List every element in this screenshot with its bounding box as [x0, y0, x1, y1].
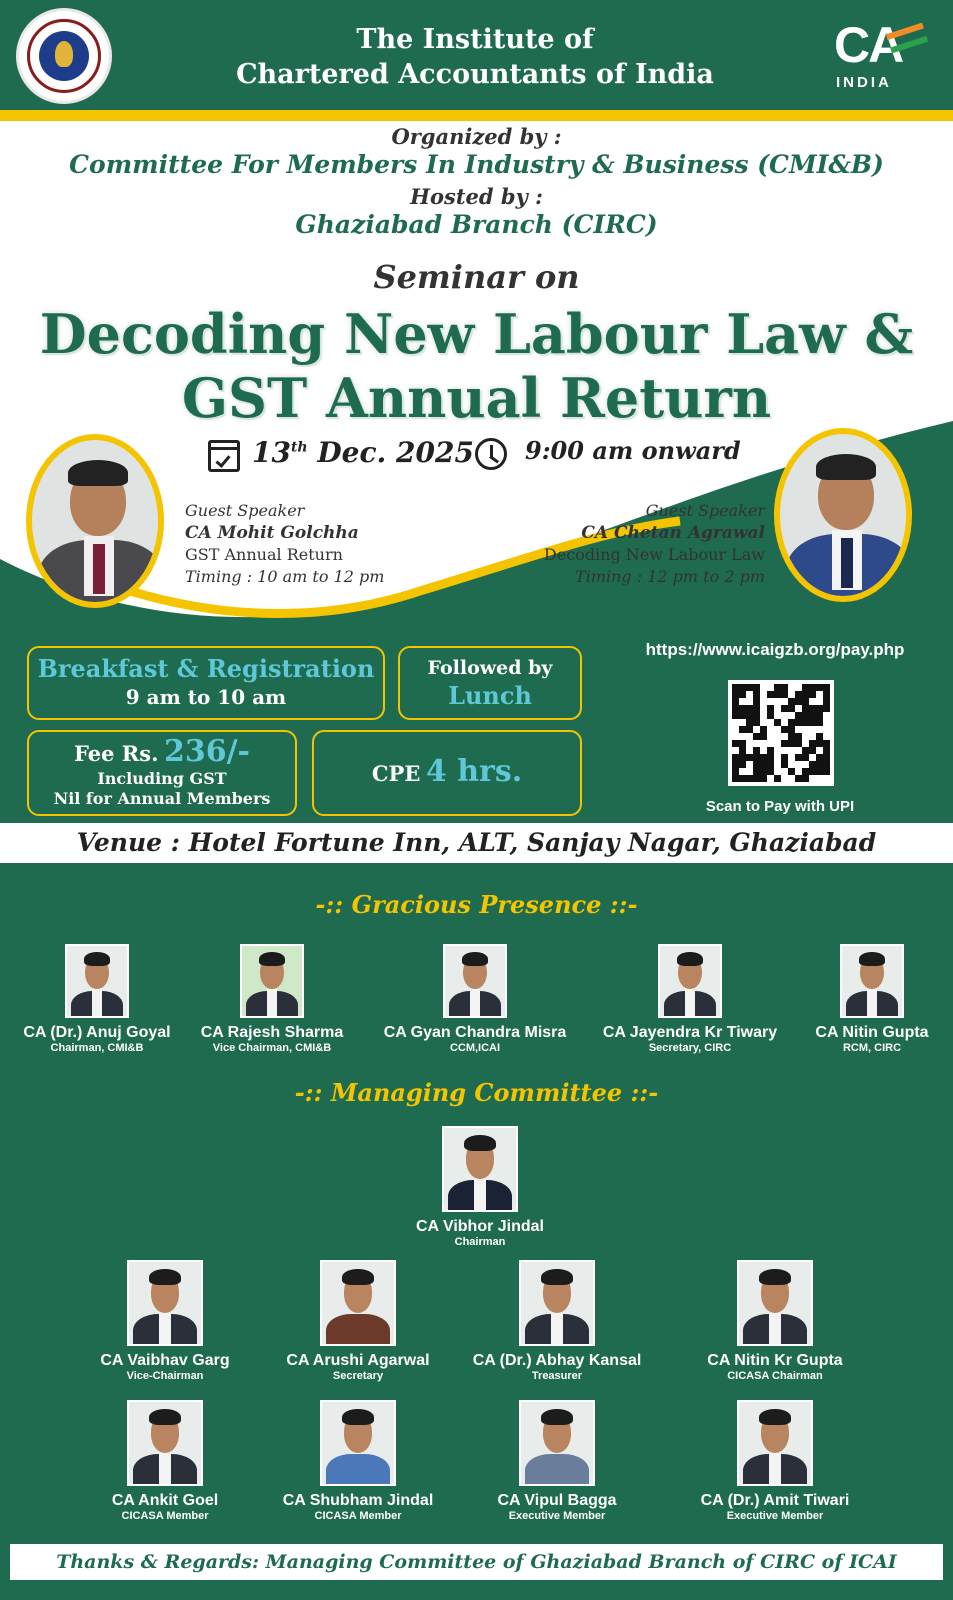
- seminar-title-line1: Decoding New Labour Law &: [39, 302, 914, 366]
- person-photo: [320, 1260, 396, 1346]
- person-role: Secretary, CIRC: [648, 1042, 732, 1054]
- speaker-topic: GST Annual Return: [185, 545, 343, 564]
- person-card: [675, 1400, 875, 1522]
- fee-nil-note: Nil for Annual Members: [53, 789, 271, 808]
- person-name: CA (Dr.) Abhay Kansal: [472, 1352, 642, 1369]
- fee-amount: 236/-: [163, 734, 250, 769]
- breakfast-box: [27, 646, 385, 720]
- person-card: [675, 1260, 875, 1382]
- person-card: [457, 1260, 657, 1382]
- institute-title-line1: The Institute of: [356, 24, 594, 55]
- person-role: Secretary: [332, 1370, 384, 1382]
- person-photo: [840, 944, 904, 1018]
- person-name: CA Gyan Chandra Misra: [383, 1024, 567, 1041]
- speaker-topic: Decoding New Labour Law: [543, 545, 765, 564]
- person-role: CICASA Member: [121, 1510, 209, 1522]
- speaker-timing: Timing : 10 am to 12 pm: [185, 567, 385, 586]
- calendar-icon: [208, 440, 240, 472]
- person-name: CA (Dr.) Anuj Goyal: [23, 1024, 171, 1041]
- event-date-day: 13: [252, 436, 291, 469]
- person-role: CICASA Member: [314, 1510, 402, 1522]
- breakfast-time: 9 am to 10 am: [125, 685, 287, 709]
- speaker-name: CA Mohit Golchha: [185, 523, 359, 543]
- event-date-month-year: Dec. 2025: [307, 436, 474, 469]
- fee-line: [29, 734, 295, 769]
- person-card: [772, 944, 953, 1054]
- person-name: CA Arushi Agarwal: [286, 1352, 430, 1369]
- seminar-title-line2: GST Annual Return: [181, 366, 772, 430]
- speaker-photo-mohit: [26, 434, 164, 608]
- event-time: 9:00 am onward: [525, 436, 741, 465]
- person-role: CICASA Chairman: [727, 1370, 823, 1382]
- person-photo: [127, 1400, 203, 1486]
- person-name: CA Nitin Kr Gupta: [707, 1352, 843, 1369]
- speaker-name: CA Chetan Agrawal: [581, 523, 765, 543]
- person-name: CA Vibhor Jindal: [415, 1218, 544, 1235]
- institute-title: [180, 22, 770, 92]
- person-name: CA Nitin Gupta: [815, 1024, 929, 1041]
- person-role: Vice Chairman, CMI&B: [212, 1042, 332, 1054]
- followed-by-label: Followed by: [427, 657, 553, 679]
- icai-seal-logo: [16, 8, 112, 104]
- cpe-box: [312, 730, 582, 816]
- cpe-label: CPE: [371, 761, 421, 786]
- managing-committee-title: -:: Managing Committee ::-: [294, 1078, 659, 1107]
- cpe-hours: 4 hrs.: [425, 754, 523, 789]
- speaker-info-chetan: [520, 500, 765, 588]
- fee-box: [27, 730, 297, 816]
- ca-logo-text: CA: [834, 17, 903, 73]
- lunch-box: [398, 646, 582, 720]
- person-role: Executive Member: [726, 1510, 824, 1522]
- speaker-role: Guest Speaker: [645, 501, 765, 520]
- person-name: CA Vaibhav Garg: [100, 1352, 230, 1369]
- person-role: RCM, CIRC: [842, 1042, 902, 1054]
- person-card: [65, 1260, 265, 1382]
- scan-to-pay-label: Scan to Pay with UPI: [705, 798, 855, 815]
- institute-title-line2: Chartered Accountants of India: [236, 59, 714, 90]
- person-card: [65, 1400, 265, 1522]
- person-name: CA Jayendra Kr Tiwary: [602, 1024, 778, 1041]
- person-card: [375, 944, 575, 1054]
- upi-qr-code[interactable]: [728, 680, 834, 786]
- person-photo: [65, 944, 129, 1018]
- person-photo: [519, 1260, 595, 1346]
- person-photo: [320, 1400, 396, 1486]
- gold-divider: [0, 110, 953, 121]
- person-photo: [658, 944, 722, 1018]
- fee-label: Fee Rs.: [74, 741, 159, 766]
- event-date-suffix: th: [290, 439, 308, 456]
- seminar-on-label: Seminar on: [373, 258, 580, 296]
- venue-bar: Venue : Hotel Fortune Inn, ALT, Sanjay Nagar, Ghaziabad: [0, 823, 953, 863]
- date-time-row: [200, 430, 760, 476]
- hosted-by-label: Hosted by :: [410, 184, 543, 209]
- branch-name: Ghaziabad Branch (CIRC): [295, 210, 658, 239]
- person-card: [258, 1260, 458, 1382]
- payment-url-link[interactable]: https://www.icaigzb.org/pay.php: [645, 640, 905, 659]
- person-photo: [737, 1260, 813, 1346]
- person-role: CCM,ICAI: [449, 1042, 501, 1054]
- ca-logo-india-text: INDIA: [832, 74, 896, 91]
- lunch-label: Lunch: [448, 681, 532, 710]
- person-photo: [240, 944, 304, 1018]
- speaker-timing: Timing : 12 pm to 2 pm: [575, 567, 765, 586]
- person-card: [457, 1400, 657, 1522]
- person-name: CA Shubham Jindal: [282, 1492, 434, 1509]
- person-card: [590, 944, 790, 1054]
- person-photo: [519, 1400, 595, 1486]
- person-photo: [443, 944, 507, 1018]
- person-card: [172, 944, 372, 1054]
- event-date: [252, 436, 474, 469]
- person-name: CA (Dr.) Amit Tiwari: [700, 1492, 850, 1509]
- header-bar: [0, 0, 953, 110]
- person-card: [258, 1400, 458, 1522]
- person-role: Chairman, CMI&B: [50, 1042, 144, 1054]
- committee-name: Committee For Members In Industry & Business (CMI&B): [69, 150, 884, 179]
- person-name: CA Rajesh Sharma: [200, 1024, 344, 1041]
- organized-by-label: Organized by :: [391, 124, 562, 149]
- person-name: CA Vipul Bagga: [497, 1492, 617, 1509]
- person-role: Treasurer: [531, 1370, 583, 1382]
- person-role: Vice-Chairman: [126, 1370, 204, 1382]
- gracious-presence-title: -:: Gracious Presence ::-: [315, 890, 638, 919]
- speaker-info-mohit: [185, 500, 384, 588]
- person-name: CA Ankit Goel: [111, 1492, 219, 1509]
- person-role: Executive Member: [508, 1510, 606, 1522]
- breakfast-label: Breakfast & Registration: [37, 654, 375, 683]
- thanks-footer: Thanks & Regards: Managing Committee of Ghaziabad Branch of CIRC of ICAI: [10, 1544, 943, 1580]
- person-role: Chairman: [454, 1236, 506, 1248]
- speaker-role: Guest Speaker: [185, 501, 305, 520]
- speaker-photo-chetan: [774, 428, 912, 602]
- cpe-line: [314, 754, 580, 789]
- fee-gst-note: Including GST: [97, 769, 227, 788]
- person-photo: [442, 1126, 518, 1212]
- clock-icon: [475, 438, 507, 470]
- person-photo: [737, 1400, 813, 1486]
- ca-india-logo: [830, 14, 930, 96]
- person-card: [380, 1126, 580, 1248]
- person-card: [0, 944, 197, 1054]
- person-photo: [127, 1260, 203, 1346]
